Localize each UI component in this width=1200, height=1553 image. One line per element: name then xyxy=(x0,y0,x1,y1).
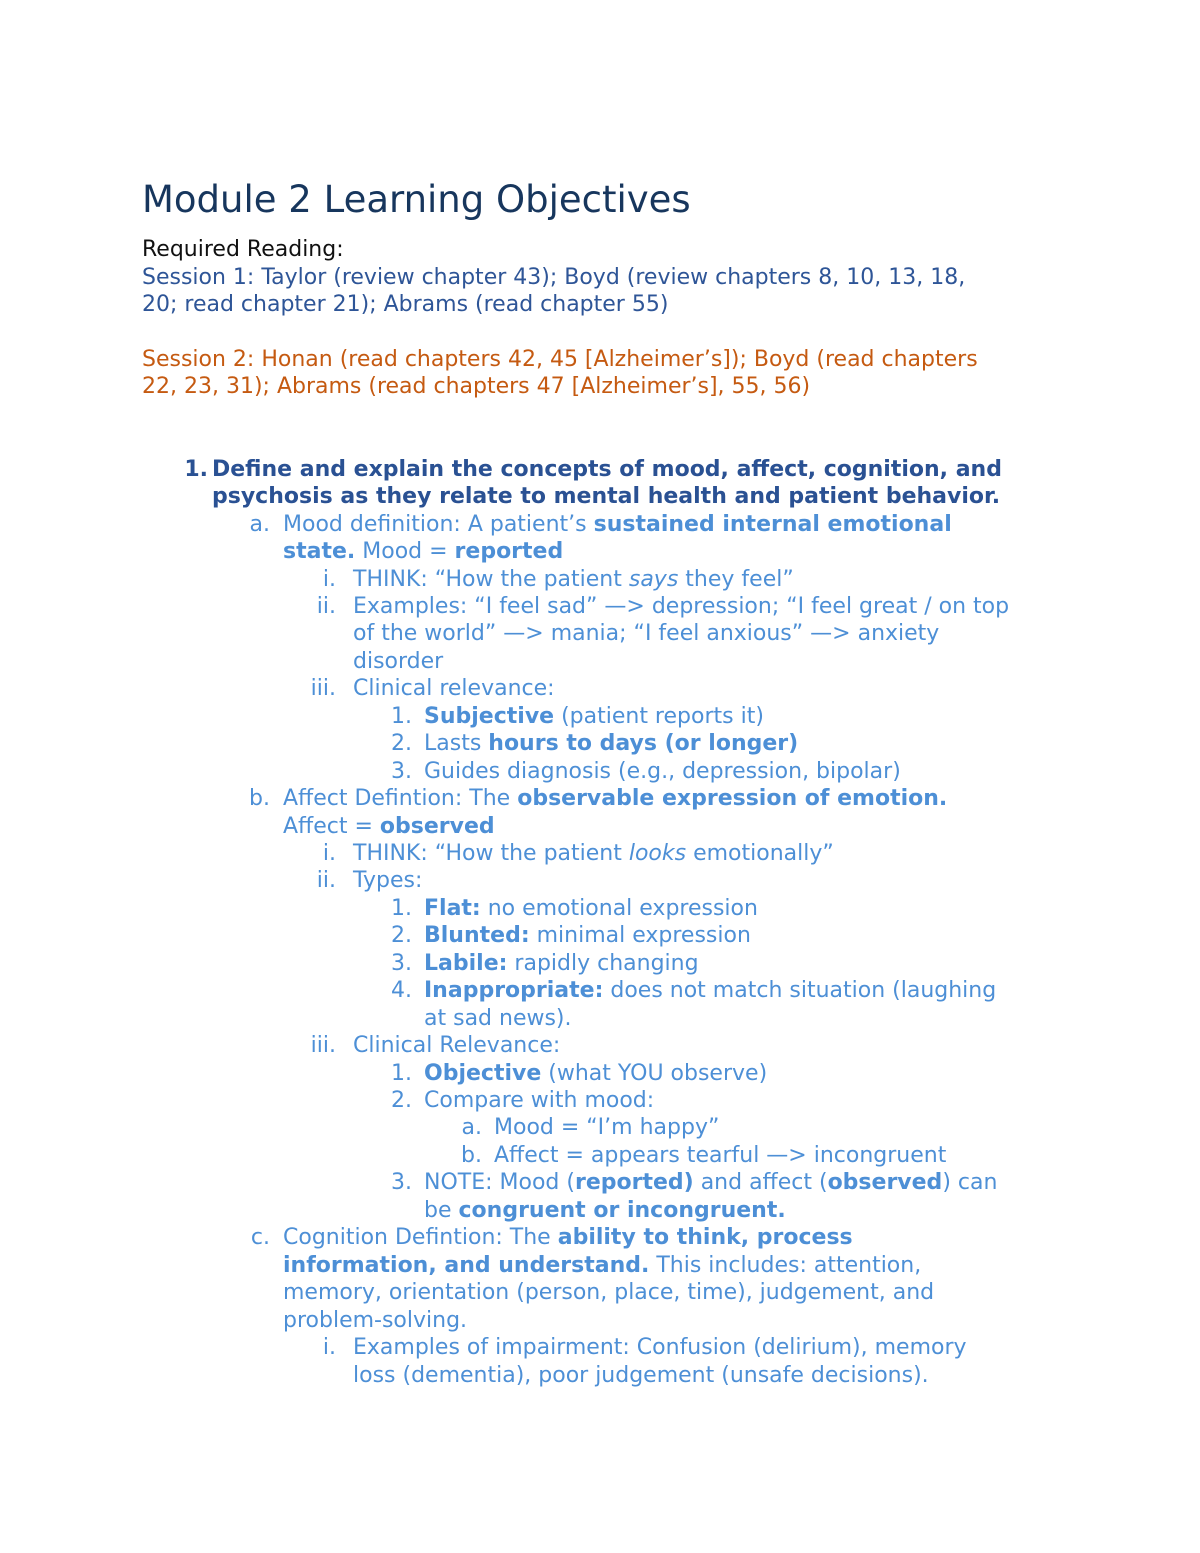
cognition-marker: c. xyxy=(250,1225,270,1250)
affect-type-1-marker: 1. xyxy=(391,896,412,921)
affect-i-marker: i. xyxy=(322,841,336,866)
affect-compare-a-marker: a. xyxy=(461,1115,482,1140)
affect-type-3-marker: 3. xyxy=(391,951,412,976)
affect-type-2-marker: 2. xyxy=(391,923,412,948)
mood-examples-line-1: Examples: “I feel sad” —> depression; “I feel great / on top xyxy=(353,594,1010,619)
cognition-i-marker: i. xyxy=(322,1335,336,1360)
mood-relevance-3: Guides diagnosis (e.g., depression, bipolar) xyxy=(424,759,901,784)
affect-type-labile: Labile: rapidly changing xyxy=(424,951,699,976)
mood-relevance-1-marker: 1. xyxy=(391,704,412,729)
session1-line-1: Session 1: Taylor (review chapter 43); Boyd (review chapters 8, 10, 13, 18, xyxy=(142,265,966,290)
affect-relevance-2-marker: 2. xyxy=(391,1088,412,1113)
objective-1-line-2: psychosis as they relate to mental health and patient behavior. xyxy=(212,484,1001,509)
affect-definition-line-2: Affect = observed xyxy=(283,814,495,839)
mood-ii-marker: ii. xyxy=(316,594,336,619)
affect-clinical-relevance: Clinical Relevance: xyxy=(353,1033,561,1058)
mood-definition-line-1: Mood definition: A patient’s sustained internal emotional xyxy=(283,512,952,537)
affect-type-4-marker: 4. xyxy=(391,978,412,1003)
affect-relevance-objective: Objective (what YOU observe) xyxy=(424,1061,768,1086)
mood-definition-line-2: state. Mood = reported xyxy=(283,539,564,564)
affect-compare-b-marker: b. xyxy=(461,1143,482,1168)
mood-examples-line-3: disorder xyxy=(353,649,444,674)
objective-1-line-1: Define and explain the concepts of mood, affect, cognition, and xyxy=(212,457,1002,482)
affect-types: Types: xyxy=(353,868,423,893)
affect-relevance-3-marker: 3. xyxy=(391,1170,412,1195)
cognition-definition-line-1: Cognition Defintion: The ability to think, process xyxy=(283,1225,853,1250)
affect-ii-marker: ii. xyxy=(316,868,336,893)
objective-1-number: 1. xyxy=(184,457,208,482)
affect-type-inappropriate: Inappropriate: does not match situation (laughing xyxy=(424,978,997,1003)
mood-relevance-2-marker: 2. xyxy=(391,731,412,756)
cognition-impairment-line-1: Examples of impairment: Confusion (delirium), memory xyxy=(353,1335,967,1360)
mood-clinical-relevance: Clinical relevance: xyxy=(353,676,555,701)
mood-think: THINK: “How the patient says they feel” xyxy=(353,567,794,592)
required-reading-label: Required Reading: xyxy=(142,237,344,262)
mood-i-marker: i. xyxy=(322,567,336,592)
affect-relevance-note: NOTE: Mood (reported) and affect (observed) can xyxy=(424,1170,998,1195)
page-title: Module 2 Learning Objectives xyxy=(142,178,691,221)
session2-line-1: Session 2: Honan (read chapters 42, 45 [Alzheimer’s]); Boyd (read chapters xyxy=(142,347,978,372)
cognition-impairment-line-2: loss (dementia), poor judgement (unsafe decisions). xyxy=(353,1363,929,1388)
mood-relevance-2: Lasts hours to days (or longer) xyxy=(424,731,799,756)
affect-think: THINK: “How the patient looks emotionally” xyxy=(353,841,834,866)
mood-iii-marker: iii. xyxy=(310,676,336,701)
affect-iii-marker: iii. xyxy=(310,1033,336,1058)
mood-relevance-1: Subjective (patient reports it) xyxy=(424,704,764,729)
affect-compare-affect: Affect = appears tearful —> incongruent xyxy=(494,1143,947,1168)
affect-type-flat: Flat: no emotional expression xyxy=(424,896,758,921)
session1-line-2: 20; read chapter 21); Abrams (read chapter 55) xyxy=(142,292,669,317)
affect-relevance-1-marker: 1. xyxy=(391,1061,412,1086)
cognition-definition-line-4: problem-solving. xyxy=(283,1308,468,1333)
affect-marker: b. xyxy=(249,786,270,811)
mood-relevance-3-marker: 3. xyxy=(391,759,412,784)
affect-relevance-note-cont: be congruent or incongruent. xyxy=(424,1198,786,1223)
cognition-definition-line-3: memory, orientation (person, place, time), judgement, and xyxy=(283,1280,935,1305)
mood-examples-line-2: of the world” —> mania; “I feel anxious” —> anxiety xyxy=(353,621,940,646)
mood-marker: a. xyxy=(249,512,270,537)
affect-relevance-compare: Compare with mood: xyxy=(424,1088,655,1113)
session2-line-2: 22, 23, 31); Abrams (read chapters 47 [Alzheimer’s], 55, 56) xyxy=(142,374,811,399)
affect-type-inappropriate-cont: at sad news). xyxy=(424,1006,572,1031)
affect-type-blunted: Blunted: minimal expression xyxy=(424,923,751,948)
affect-compare-mood: Mood = “I’m happy” xyxy=(494,1115,720,1140)
affect-definition-line-1: Affect Defintion: The observable expression of emotion. xyxy=(283,786,948,811)
cognition-definition-line-2: information, and understand. This includes: attention, xyxy=(283,1253,922,1278)
